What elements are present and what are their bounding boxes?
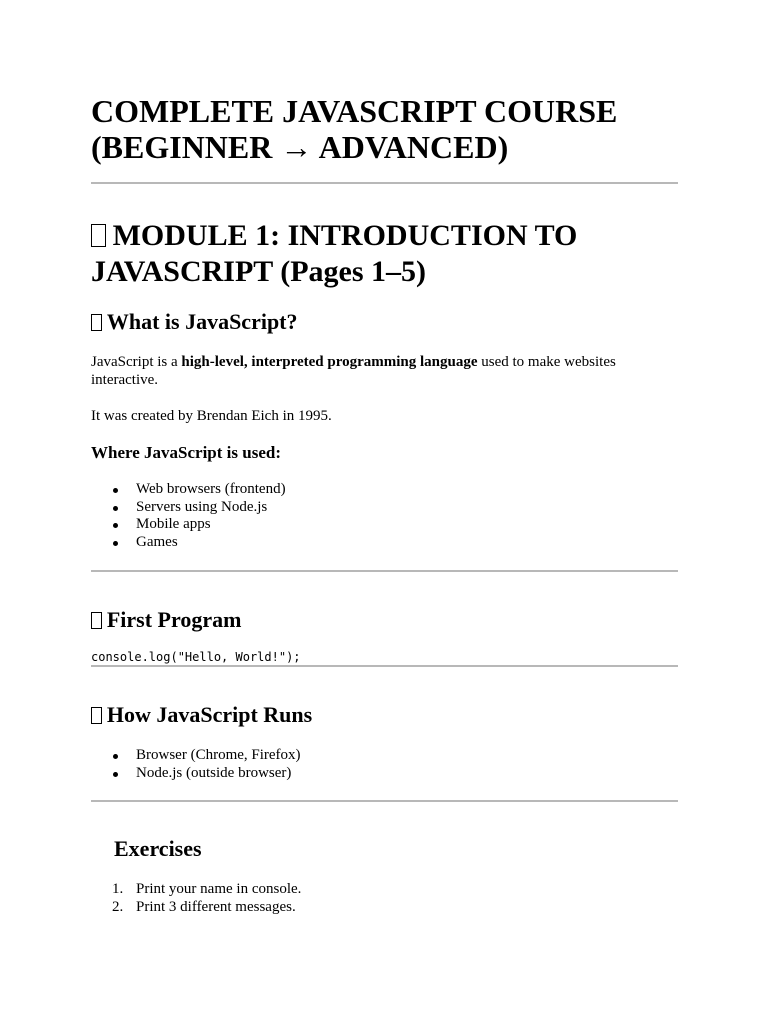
section-divider: [91, 800, 678, 802]
missing-glyph-icon: [91, 314, 102, 331]
list-item: Node.js (outside browser): [91, 765, 301, 783]
list-item: [91, 899, 301, 917]
runtime-list: [91, 747, 301, 782]
list-item: Servers using Node.js: [91, 499, 286, 517]
list-item-number: 1.: [112, 881, 124, 897]
first-program-heading-text: First Program: [106, 607, 242, 632]
module-1-title: [91, 218, 678, 290]
document-title-line-1: COMPLETE JAVASCRIPT COURSE: [91, 93, 618, 129]
list-item-text: Print your name in console.: [136, 881, 302, 897]
what-is-javascript-heading: [91, 309, 298, 335]
how-javascript-runs-heading: [91, 702, 312, 728]
uses-list: [91, 481, 286, 552]
how-javascript-runs-heading-text: How JavaScript Runs: [106, 702, 313, 727]
exercises-list: [91, 881, 301, 916]
where-used-heading: Where JavaScript is used:: [91, 443, 281, 462]
section-divider: [91, 182, 678, 184]
module-1-title-line-2: JAVASCRIPT (Pages 1–5): [91, 255, 427, 288]
missing-glyph-icon: [91, 224, 106, 247]
exercises-heading: Exercises: [114, 836, 202, 861]
document-title: [91, 93, 678, 165]
creator-paragraph: It was created by Brendan Eich in 1995.: [91, 408, 332, 424]
list-item: Web browsers (frontend): [91, 481, 286, 499]
list-item: Games: [91, 534, 286, 552]
section-divider: [91, 665, 678, 667]
hello-world-code: console.log("Hello, World!");: [91, 650, 301, 664]
missing-glyph-icon: [91, 612, 102, 629]
definition-text-end: used to make websites interactive.: [91, 354, 616, 388]
list-item-number: 2.: [112, 898, 124, 915]
list-item: Browser (Chrome, Firefox): [91, 747, 301, 765]
document-title-line-2: (BEGINNER → ADVANCED): [91, 129, 509, 165]
javascript-definition-paragraph: [91, 353, 678, 389]
what-is-javascript-heading-text: What is JavaScript?: [106, 309, 298, 334]
definition-bold-text: high-level, interpreted programming language: [181, 354, 478, 370]
module-1-title-line-1: MODULE 1: INTRODUCTION TO: [112, 219, 578, 252]
first-program-heading: [91, 607, 241, 633]
missing-glyph-icon: [91, 707, 102, 724]
definition-text-start: JavaScript is a: [91, 354, 182, 370]
list-item-text: Print 3 different messages.: [136, 898, 296, 915]
list-item: [91, 881, 301, 899]
section-divider: [91, 570, 678, 572]
list-item: Mobile apps: [91, 516, 286, 534]
